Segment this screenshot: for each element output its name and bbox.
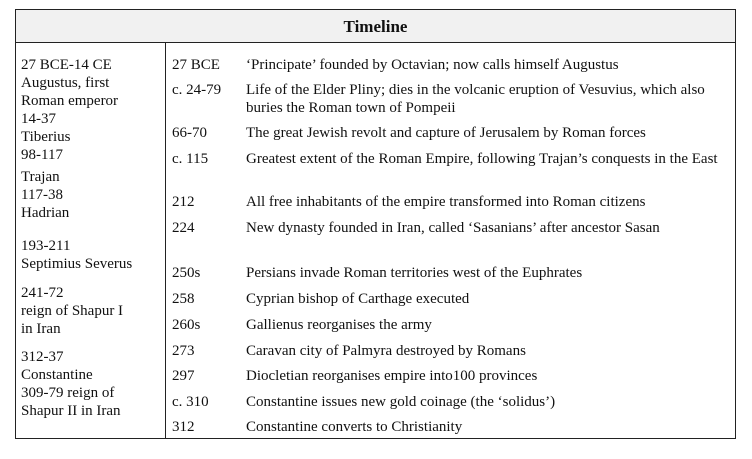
event-date: 297 [172, 368, 195, 384]
event-text: Constantine converts to Christianity [246, 419, 463, 435]
ruler-line: Augustus, first [21, 75, 110, 91]
ruler-line: Hadrian [21, 205, 70, 221]
event-text: Cyprian bishop of Carthage executed [246, 291, 470, 307]
ruler-group-5 [21, 348, 121, 420]
ruler-line: 309-79 reign of [21, 385, 115, 401]
event-date: 260s [172, 317, 201, 333]
ruler-line: Tiberius [21, 129, 71, 145]
event-text: The great Jewish revolt and capture of Jerusalem by Roman forces [246, 125, 646, 141]
event-date: c. 310 [172, 394, 209, 410]
event-date: 27 BCE [172, 57, 220, 73]
event-text: Caravan city of Palmyra destroyed by Romans [246, 343, 526, 359]
event-text: All free inhabitants of the empire transformed into Roman citizens [246, 194, 646, 210]
event-text: Life of the Elder Pliny; dies in the volcanic eruption of Vesuvius, which also buries the Roman town of Pompeii [246, 82, 705, 116]
ruler-line: 312-37 [21, 349, 64, 365]
ruler-line: Constantine [21, 367, 93, 383]
ruler-line: 98-117 [21, 147, 63, 163]
event-date: 212 [172, 194, 195, 210]
event-text: Gallienus reorganises the army [246, 317, 432, 333]
column-divider [165, 43, 166, 438]
event-text: ‘Principate’ founded by Octavian; now calls himself Augustus [246, 57, 619, 73]
event-date: c. 24-79 [172, 82, 222, 98]
event-date: 273 [172, 343, 195, 359]
ruler-line: 14-37 [21, 111, 56, 127]
ruler-line: Roman emperor [21, 93, 119, 109]
ruler-line: 117-38 [21, 187, 63, 203]
ruler-line: 241-72 [21, 285, 64, 301]
event-text: Greatest extent of the Roman Empire, following Trajan’s conquests in the East [246, 151, 718, 167]
ruler-line: 27 BCE-14 CE [21, 57, 112, 73]
event-text: Persians invade Roman territories west of the Euphrates [246, 265, 583, 281]
event-date: c. 115 [172, 151, 209, 167]
event-date: 224 [172, 220, 195, 236]
ruler-line: 193-211 [21, 238, 71, 254]
table-title: Timeline [343, 17, 408, 36]
event-date: 312 [172, 419, 195, 435]
ruler-line: Septimius Severus [21, 256, 133, 272]
event-text: Constantine issues new gold coinage (the ‘solidus’) [246, 394, 556, 410]
timeline-table [15, 9, 736, 439]
event-date: 250s [172, 265, 201, 281]
ruler-line: Shapur II in Iran [21, 403, 121, 419]
ruler-line: in Iran [21, 321, 61, 337]
event-text: New dynasty founded in Iran, called ‘Sasanians’ after ancestor Sasan [246, 220, 660, 236]
ruler-group-1 [21, 56, 118, 164]
ruler-line: reign of Shapur I [21, 303, 124, 319]
ruler-line: Trajan [21, 169, 60, 185]
title-bar [16, 10, 735, 43]
event-date: 66-70 [172, 125, 207, 141]
event-text: Diocletian reorganises empire into100 provinces [246, 368, 538, 384]
ruler-group-2 [21, 168, 69, 222]
ruler-group-3 [21, 237, 132, 273]
event-date: 258 [172, 291, 195, 307]
ruler-group-4 [21, 284, 123, 338]
